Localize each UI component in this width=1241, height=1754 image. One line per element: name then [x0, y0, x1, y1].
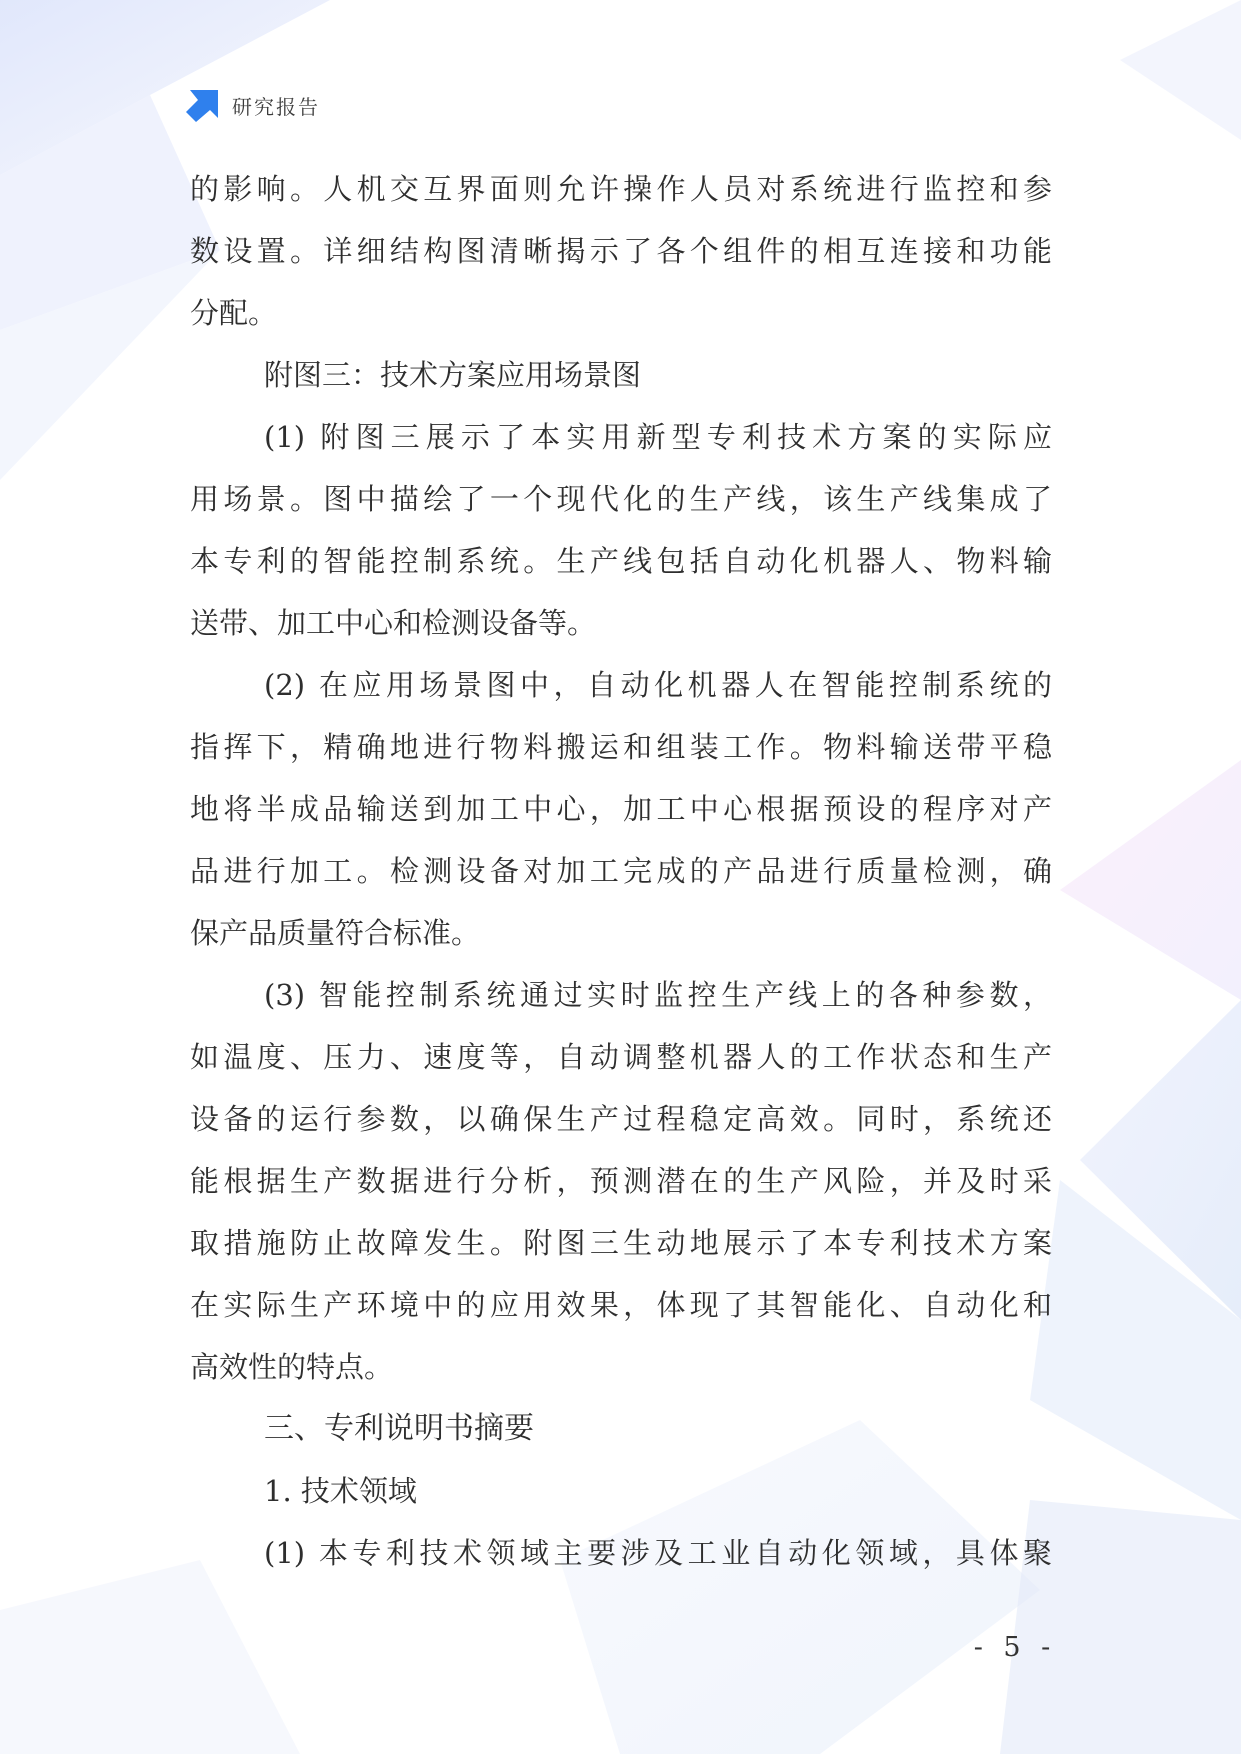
- body-line: (1) 本专利技术领域主要涉及工业自动化领域，具体聚: [264, 1536, 1052, 1570]
- body-line: 地将半成品输送到加工中心，加工中心根据预设的程序对产: [190, 792, 1052, 826]
- page-number: - 5 -: [973, 1632, 1057, 1663]
- body-line: 在实际生产环境中的应用效果，体现了其智能化、自动化和: [190, 1288, 1052, 1322]
- body-line: 分配。: [190, 296, 278, 330]
- body-line: 本专利的智能控制系统。生产线包括自动化机器人、物料输: [190, 544, 1052, 578]
- body-line: (1) 附图三展示了本实用新型专利技术方案的实际应: [264, 420, 1052, 454]
- body-line: 取措施防止故障发生。附图三生动地展示了本专利技术方案: [190, 1226, 1052, 1260]
- body-line: 能根据生产数据进行分析，预测潜在的生产风险，并及时采: [190, 1164, 1052, 1198]
- body-line: 指挥下，精确地进行物料搬运和组装工作。物料输送带平稳: [190, 730, 1052, 764]
- document-body: [190, 158, 1052, 1584]
- body-line: 的影响。人机交互界面则允许操作人员对系统进行监控和参: [190, 172, 1052, 206]
- figure-heading: 附图三：技术方案应用场景图: [264, 358, 642, 392]
- body-line: 高效性的特点。: [190, 1350, 394, 1384]
- body-line: (2) 在应用场景图中，自动化机器人在智能控制系统的: [264, 668, 1052, 702]
- section-heading: 三、专利说明书摘要: [264, 1411, 534, 1446]
- header-title: 研究报告: [232, 94, 320, 119]
- arrow-logo-icon: [186, 88, 220, 122]
- report-header: [186, 88, 320, 122]
- body-line: 数设置。详细结构图清晰揭示了各个组件的相互连接和功能: [190, 234, 1052, 268]
- body-line: 品进行加工。检测设备对加工完成的产品进行质量检测，确: [190, 854, 1052, 888]
- body-line: 送带、加工中心和检测设备等。: [190, 606, 597, 640]
- subsection-heading: 1. 技术领域: [264, 1474, 417, 1508]
- body-line: 如温度、压力、速度等，自动调整机器人的工作状态和生产: [190, 1040, 1052, 1074]
- body-line: 设备的运行参数，以确保生产过程稳定高效。同时，系统还: [190, 1102, 1052, 1136]
- body-line: 用场景。图中描绘了一个现代化的生产线，该生产线集成了: [190, 482, 1052, 516]
- body-line: 保产品质量符合标准。: [190, 916, 481, 950]
- body-line: (3) 智能控制系统通过实时监控生产线上的各种参数，: [264, 978, 1052, 1012]
